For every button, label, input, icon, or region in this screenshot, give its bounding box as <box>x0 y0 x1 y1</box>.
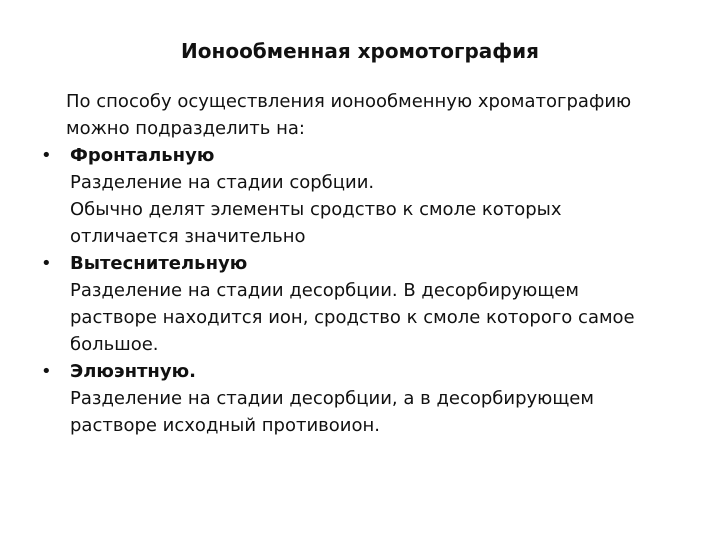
slide-content <box>40 88 700 439</box>
item-heading: Фронтальную <box>70 145 215 166</box>
intro-line: По способу осуществления ионообменную хроматографию <box>66 91 632 112</box>
list-item-frontal <box>40 142 700 250</box>
item-text-line: Разделение на стадии десорбции, а в десорбирующем <box>70 388 594 409</box>
intro-paragraph <box>40 88 700 142</box>
item-text-line: Обычно делят элементы сродство к смоле которых <box>70 199 562 220</box>
item-text-line: большое. <box>70 334 159 355</box>
slide-title: Ионообменная хромотография <box>181 39 539 63</box>
item-text-line: Разделение на стадии сорбции. <box>70 172 375 193</box>
item-text-line: растворе исходный противоион. <box>70 415 380 436</box>
item-text-line: растворе находится ион, сродство к смоле которого самое <box>70 307 635 328</box>
list-item-elution <box>40 358 700 439</box>
item-text-line: отличается значительно <box>70 226 306 247</box>
bullet-icon: • <box>41 361 52 382</box>
item-heading: Вытеснительную <box>70 253 248 274</box>
bullet-icon: • <box>41 145 52 166</box>
intro-line: можно подразделить на: <box>66 118 305 139</box>
item-heading: Элюэнтную. <box>70 361 196 382</box>
list-item-displacement <box>40 250 700 358</box>
bullet-icon: • <box>41 253 52 274</box>
item-text-line: Разделение на стадии десорбции. В десорбирующем <box>70 280 579 301</box>
